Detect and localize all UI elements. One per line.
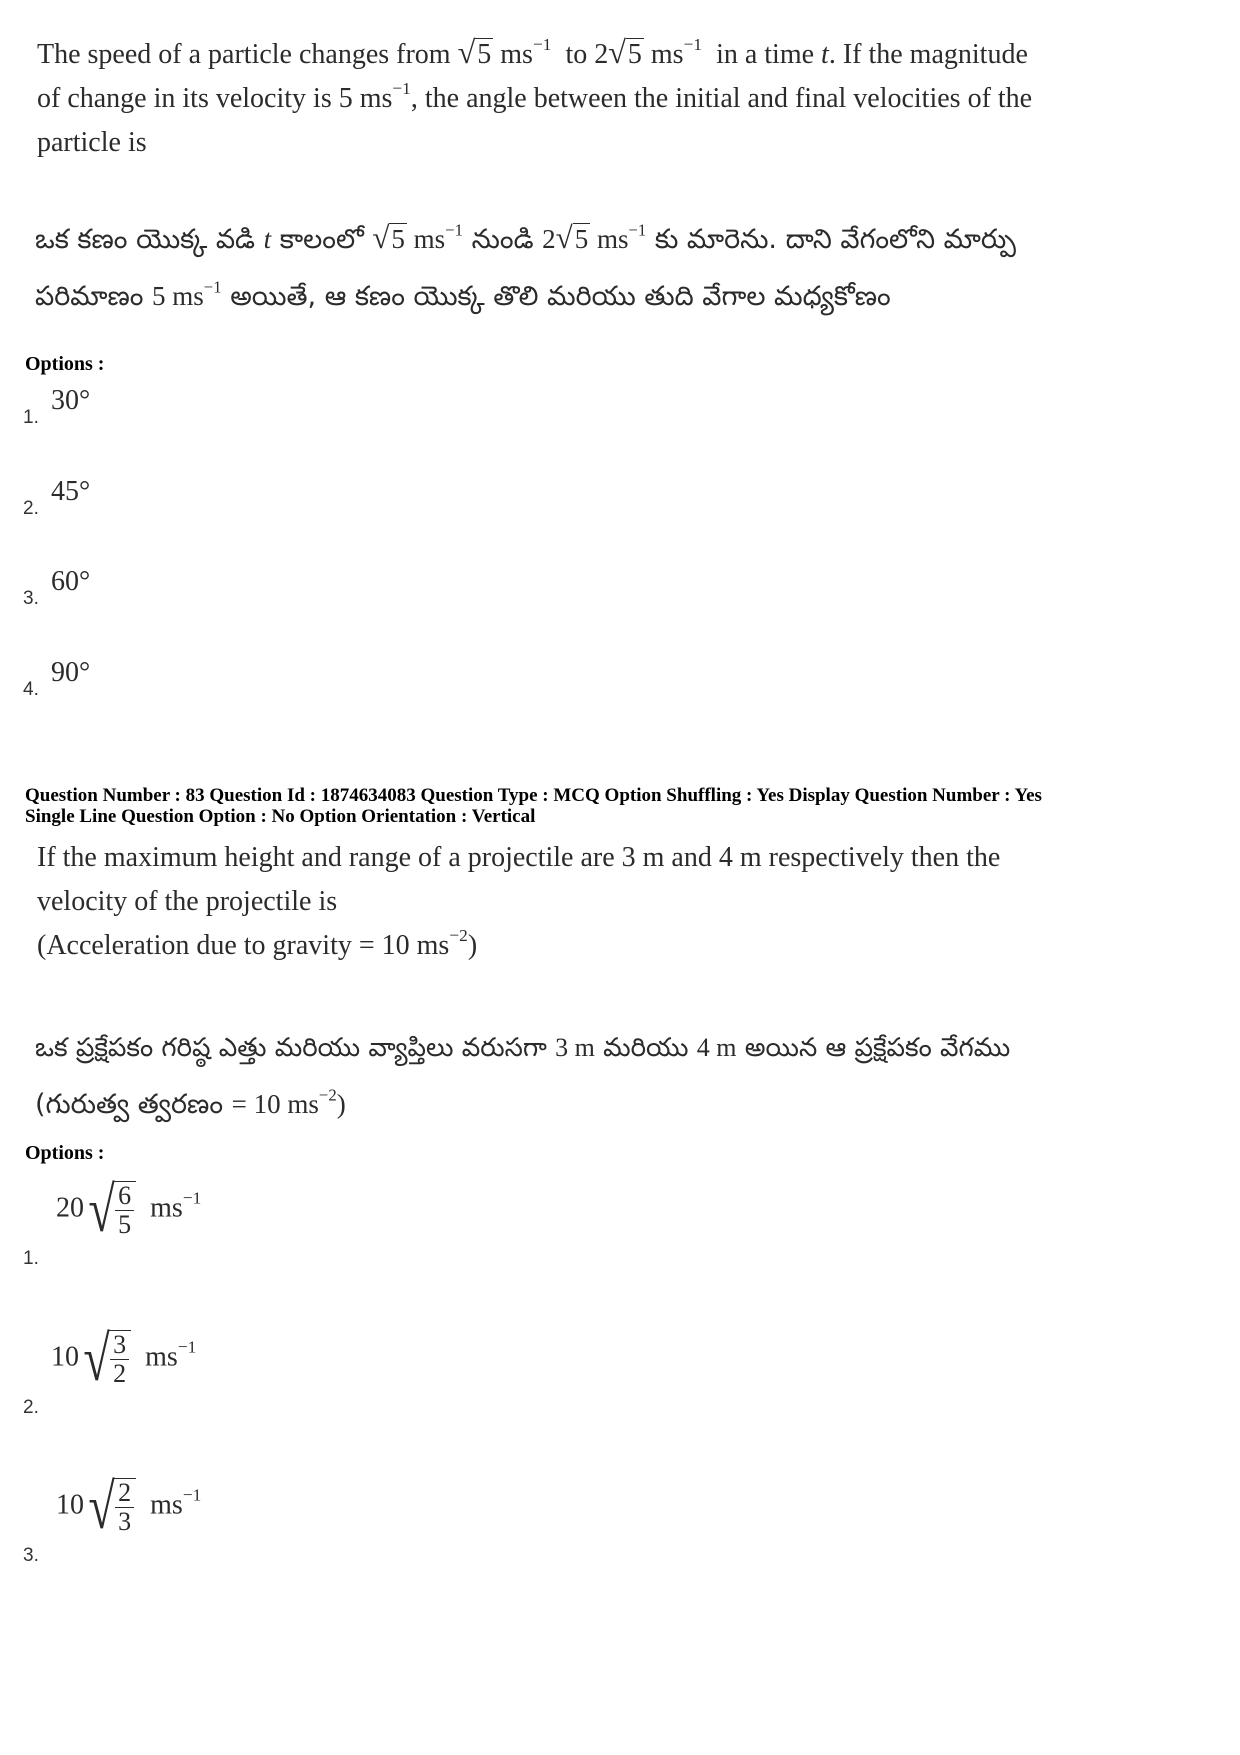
sqrt-symbol: √ $\frac{3}{2}$ — [79, 1327, 131, 1391]
q83-en-line-1: If the maximum height and range of a projectile are 3 m and 4 m respectively then the — [37, 842, 1001, 873]
unit: ms — [596, 224, 629, 254]
q82-en-text: . If the magnitude — [828, 39, 1028, 70]
q82-te-text: కాలంలో — [279, 224, 364, 255]
exponent: −1 — [177, 1337, 197, 1357]
q83-te-math: 4 m — [696, 1033, 737, 1062]
exponent: −1 — [532, 34, 552, 54]
option-value: 60° — [51, 566, 91, 597]
option-formula — [56, 1174, 202, 1245]
sqrt-symbol: √5 — [457, 34, 492, 70]
q82-option-4[interactable] — [23, 657, 223, 707]
radicand: 5 — [574, 224, 589, 254]
q82-te-text: నుండి — [471, 224, 534, 255]
sqrt-symbol: √5 — [555, 220, 589, 255]
radicand: 5 — [477, 39, 492, 70]
option-value: 45° — [51, 476, 91, 507]
q82-te-text: కు మారెను. దాని వేగంలోని మార్పు — [654, 224, 1017, 255]
q82-en-text: of change in its velocity is 5 ms — [37, 83, 393, 114]
q83-te-math: 3 m — [555, 1033, 595, 1062]
numerator: 6 — [115, 1182, 134, 1211]
q82-te-text: పరిమాణం — [35, 281, 144, 312]
q83-meta-line-1: Question Number : 83 Question Id : 1874634083 Question Type : MCQ Option Shuffling : Yes Display Question Number : Yes — [25, 785, 1042, 806]
q82-question-english — [37, 30, 1217, 165]
q83-question-english — [37, 836, 1217, 968]
option-number: 2. — [23, 1397, 39, 1418]
q82-te-line-1 — [35, 210, 1225, 268]
unit: ms — [500, 39, 533, 70]
exponent: −1 — [683, 34, 703, 54]
option-value: 30° — [51, 385, 91, 416]
fraction — [110, 1331, 129, 1388]
coefficient: 10 — [51, 1341, 79, 1373]
q83-en-line-3 — [37, 924, 1217, 968]
unit: ms — [145, 1341, 178, 1373]
option-number: 4. — [23, 679, 39, 700]
q82-question-telugu — [35, 210, 1225, 325]
q82-option-1[interactable] — [23, 385, 223, 435]
q83-option-1[interactable] — [23, 1174, 343, 1278]
coefficient: 2 — [594, 39, 609, 70]
sqrt-symbol: √ $\frac{2}{3}$ — [84, 1475, 136, 1539]
q82-en-text: , the angle between the initial and final velocities of the — [410, 83, 1033, 114]
exponent: −2 — [318, 1085, 337, 1105]
q82-option-3[interactable] — [23, 566, 223, 616]
q82-options-label: Options : — [25, 353, 105, 375]
unit: ms — [150, 1489, 183, 1521]
coefficient: 20 — [56, 1192, 84, 1224]
q83-option-3[interactable] — [23, 1471, 343, 1575]
q82-te-text: ఒక కణం యొక్క వడి — [35, 224, 256, 255]
coefficient: 10 — [56, 1489, 84, 1521]
to-word: to — [565, 39, 588, 70]
q83-te-text: ) — [336, 1089, 346, 1119]
q82-en-text: in a time — [716, 39, 815, 70]
exponent: −1 — [445, 220, 463, 240]
q83-metadata — [25, 785, 1042, 827]
exponent: −2 — [449, 925, 468, 945]
q82-en-line-3: particle is — [37, 127, 147, 158]
q83-te-text: (గురుత్వ త్వరణం — [35, 1089, 224, 1120]
denominator: 3 — [118, 1507, 132, 1536]
exponent: −1 — [182, 1485, 202, 1505]
q82-te-line-2 — [35, 268, 1225, 325]
q83-en-text: ) — [467, 930, 478, 961]
radicand: 5 — [391, 224, 405, 254]
sqrt-symbol: √5 — [372, 220, 405, 255]
q83-te-line-2 — [35, 1076, 1225, 1133]
q83-question-telugu — [35, 1020, 1225, 1133]
fraction — [115, 1479, 134, 1536]
option-number: 2. — [23, 498, 39, 519]
option-number: 3. — [23, 588, 39, 609]
q83-en-text: (Acceleration due to gravity = 10 ms — [37, 930, 450, 961]
denominator: 2 — [113, 1359, 127, 1388]
variable-t: t — [263, 224, 272, 254]
exponent: −1 — [203, 277, 222, 297]
radicand: 5 — [627, 39, 642, 70]
q82-te-math: 5 ms — [152, 281, 204, 311]
q83-te-text: అయిన ఆ ప్రక్షేపకం వేగము — [744, 1033, 1011, 1063]
option-formula — [56, 1471, 202, 1542]
unit: ms — [150, 1192, 183, 1224]
sqrt-symbol: √5 — [608, 34, 642, 70]
option-number: 3. — [23, 1545, 39, 1566]
q83-en-line-2: velocity of the projectile is — [37, 886, 338, 917]
q82-te-text: అయితే, ఆ కణం యొక్క తొలి మరియు తుది వేగాల మధ్యకోణం — [230, 281, 891, 312]
option-number: 1. — [23, 1248, 39, 1269]
q83-te-text: ఒక ప్రక్షేపకం గరిష్ఠ ఎత్తు మరియు వ్యాప్తిలు వరుసగా — [35, 1033, 547, 1063]
option-formula — [51, 1323, 197, 1394]
q82-en-line-2 — [37, 77, 1217, 121]
q83-option-2[interactable] — [23, 1323, 343, 1427]
unit: ms — [650, 39, 684, 70]
numerator: 2 — [115, 1479, 134, 1508]
q82-en-line-1 — [37, 30, 1217, 77]
variable-t: t — [821, 39, 829, 70]
coefficient: 2 — [542, 224, 556, 254]
q83-te-math: = 10 ms — [231, 1089, 319, 1119]
denominator: 5 — [118, 1210, 132, 1239]
unit: ms — [413, 224, 446, 254]
q83-meta-line-2: Single Line Question Option : No Option Orientation : Vertical — [25, 806, 536, 827]
q83-options-label: Options : — [25, 1142, 105, 1164]
q82-option-2[interactable] — [23, 476, 223, 526]
exponent: −1 — [628, 220, 647, 240]
sqrt-symbol: √ $\frac{6}{5}$ — [84, 1178, 136, 1242]
option-number: 1. — [23, 407, 39, 428]
q82-en-text: The speed of a particle changes from — [37, 39, 451, 70]
option-value: 90° — [51, 657, 91, 688]
q83-te-text: మరియు — [603, 1033, 689, 1063]
q83-te-line-1 — [35, 1020, 1225, 1076]
exponent: −1 — [392, 78, 411, 98]
numerator: 3 — [110, 1331, 129, 1360]
fraction — [115, 1182, 134, 1239]
exponent: −1 — [182, 1188, 202, 1208]
